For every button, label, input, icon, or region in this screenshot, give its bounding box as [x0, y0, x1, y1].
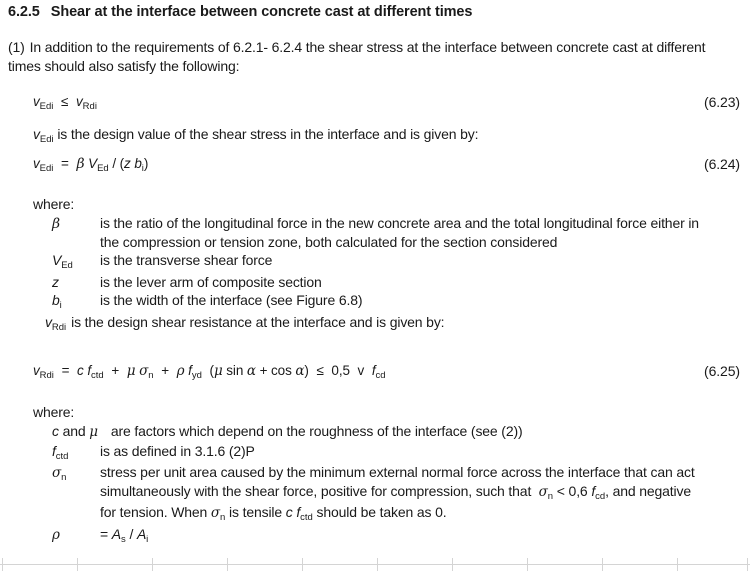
definition-row-bi	[0, 291, 717, 313]
definition-symbol-z: z	[52, 273, 59, 290]
definition-symbol-rho: ρ	[52, 526, 60, 543]
definition-row-fctd	[0, 442, 717, 464]
table-column-divider	[227, 558, 228, 571]
definition-row-ved	[0, 251, 717, 273]
page-title	[8, 4, 472, 20]
definition-row-rho	[0, 525, 717, 547]
inline-definition-vedi: $v_{Edi}$ is the design value of the shear stress in the interface and is given by:	[33, 126, 479, 145]
definition-description-vrdi: is the design shear resistance at the interface and is given by:	[71, 313, 445, 330]
where-label-2: where:	[33, 404, 75, 420]
definition-symbol-beta: β	[52, 216, 60, 232]
paragraph-text: In addition to the requirements of 6.2.1- 6.2.4 the shear stress at the interface between concrete cast at different times should also satisfy the following:	[8, 39, 706, 74]
section-number: 6.2.5	[8, 4, 40, 20]
definition-description-ved: is the transverse shear force	[100, 252, 273, 269]
definition-row-beta	[0, 214, 717, 251]
definition-description-c-mu: are factors which depend on the roughness of the interface (see (2))	[110, 423, 523, 439]
definition-list-1	[0, 214, 717, 335]
table-column-divider	[452, 558, 453, 571]
definition-symbol-ved: $V_{Ed}$	[52, 252, 73, 272]
definition-row-c-mu	[0, 422, 717, 442]
equation-number-6-25: (6.25)	[704, 363, 740, 379]
table-column-divider	[152, 558, 153, 571]
definition-symbol-fctd: $f_{ctd}$	[52, 442, 69, 462]
where-label-1: where:	[33, 196, 75, 212]
table-column-divider	[602, 558, 603, 571]
intro-paragraph	[8, 38, 708, 76]
equation-6-23: $v_{Edi} \le v_{Rdi}$	[33, 94, 97, 112]
table-column-divider	[77, 558, 78, 571]
definition-description-rho: = $A_s / A_i$	[100, 525, 149, 545]
definition-description-z: is the lever arm of composite section	[100, 273, 322, 290]
table-column-divider	[677, 558, 678, 571]
definition-symbol-sigma-n: $\sigma_n$	[52, 465, 67, 484]
table-column-divider	[377, 558, 378, 571]
definition-description-sigma-n: stress per unit area caused by the minimum external normal force across the interface that can act simultaneously with the shear force, positive for compression, such that $\sigma_n < 0,6$ $f_{cd}$, and negative for tension. When $\sigma_n$ is tensile c $f_{ctd}$ should be taken as 0.	[100, 464, 695, 524]
table-column-divider	[302, 558, 303, 571]
definition-symbol-bi: $b_i$	[52, 292, 62, 312]
equation-number-6-24: (6.24)	[704, 156, 740, 172]
section-title: Shear at the interface between concrete cast at different times	[50, 4, 473, 20]
table-column-divider	[2, 558, 3, 571]
equation-6-24: $v_{Edi} = \beta$ $V_{Ed} / (z$ $b_i$)	[33, 156, 149, 174]
table-column-divider	[527, 558, 528, 571]
definition-description-bi: is the width of the interface (see Figure 6.8)	[100, 292, 363, 309]
table-column-divider	[747, 558, 748, 571]
equation-number-6-23: (6.23)	[704, 94, 740, 110]
definition-symbol-c-mu: c and μ	[52, 423, 98, 440]
equation-6-25: $v_{Rdi} = c$ $f_{ctd} + \mu$ $\sigma_n + \rho$ $f_{yd}$ (μ sin α + cos α) ≤ 0,5 v $f_{cd}$	[33, 363, 386, 381]
paragraph-marker: (1)	[8, 39, 25, 55]
table-horizontal-rule	[0, 564, 750, 565]
definition-row-z	[0, 273, 717, 292]
definition-list-2	[0, 422, 717, 547]
definition-description-beta: is the ratio of the longitudinal force in the new concrete area and the total longitudinal force either in the compression or tension zone, both calculated for the section considered	[100, 215, 699, 250]
table-grid-top-edge	[0, 558, 750, 571]
definition-row-vrdi	[0, 313, 717, 335]
inline-definition-text: is the design value of the shear stress in the interface and is given by:	[57, 126, 479, 142]
definition-row-sigma-n	[0, 463, 717, 525]
definition-description-fctd: is as defined in 3.1.6 (2)P	[100, 442, 255, 459]
definition-symbol-vrdi: $v_{Rdi}$	[45, 313, 67, 333]
